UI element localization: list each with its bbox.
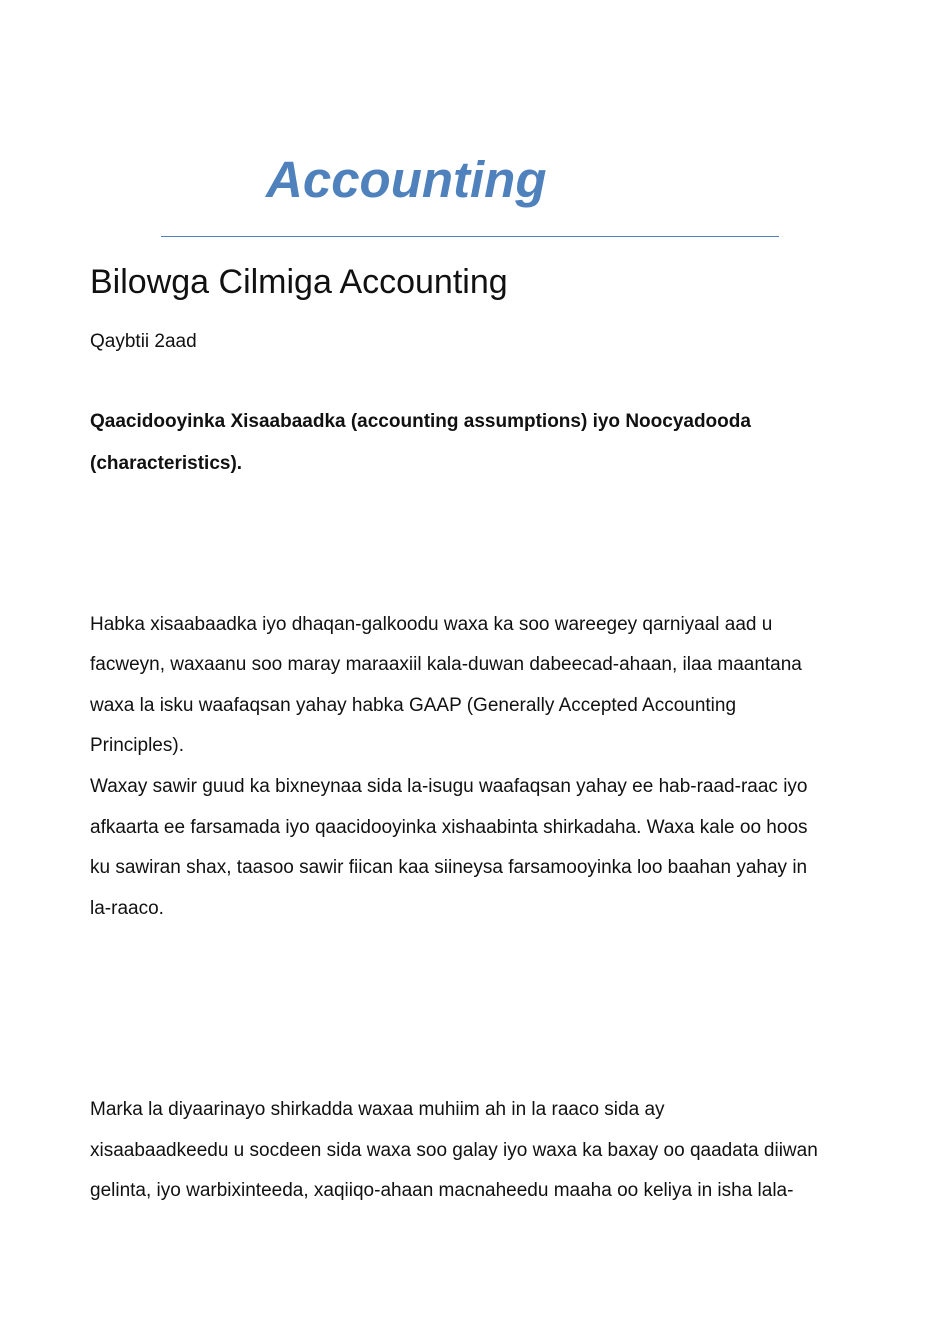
section-heading: Bilowga Cilmiga Accounting	[90, 263, 508, 301]
paragraph-line: gelinta, iyo warbixinteeda, xaqiiqo-ahaan macnaheedu maaha oo keliya in isha lala-	[90, 1180, 794, 1201]
paragraph-line: facweyn, waxaanu soo maray maraaxiil kala-duwan dabeecad-ahaan, ilaa maantana	[90, 654, 802, 675]
section-title-line: (characteristics).	[90, 453, 243, 474]
part-label: Qaybtii 2aad	[90, 331, 197, 352]
section-title-line: Qaacidooyinka Xisaabaadka (accounting assumptions) iyo Noocyadooda	[90, 411, 751, 432]
paragraph-line: waxa la isku waafaqsan yahay habka GAAP (Generally Accepted Accounting	[90, 695, 737, 716]
paragraph-line: ku sawiran shax, taasoo sawir fiican kaa siineysa farsamooyinka loo baahan yahay in	[90, 857, 808, 878]
paragraph-line: Principles).	[90, 735, 184, 756]
paragraph-line: la-raaco.	[90, 898, 164, 919]
document-title: Accounting	[266, 151, 547, 208]
title-underline	[161, 236, 779, 237]
paragraph-line: xisaabaadkeedu u socdeen sida waxa soo galay iyo waxa ka baxay oo qaadata diiwan	[90, 1140, 818, 1161]
paragraph-line: Habka xisaabaadka iyo dhaqan-galkoodu waxa ka soo wareegey qarniyaal aad u	[90, 614, 773, 635]
paragraph-line: Waxay sawir guud ka bixneynaa sida la-isugu waafaqsan yahay ee hab-raad-raac iyo	[90, 776, 808, 797]
paragraph-line: afkaarta ee farsamada iyo qaacidooyinka xishaabinta shirkadaha. Waxa kale oo hoos	[90, 817, 808, 838]
paragraph-line: Marka la diyaarinayo shirkadda waxaa muhiim ah in la raaco sida ay	[90, 1099, 665, 1120]
